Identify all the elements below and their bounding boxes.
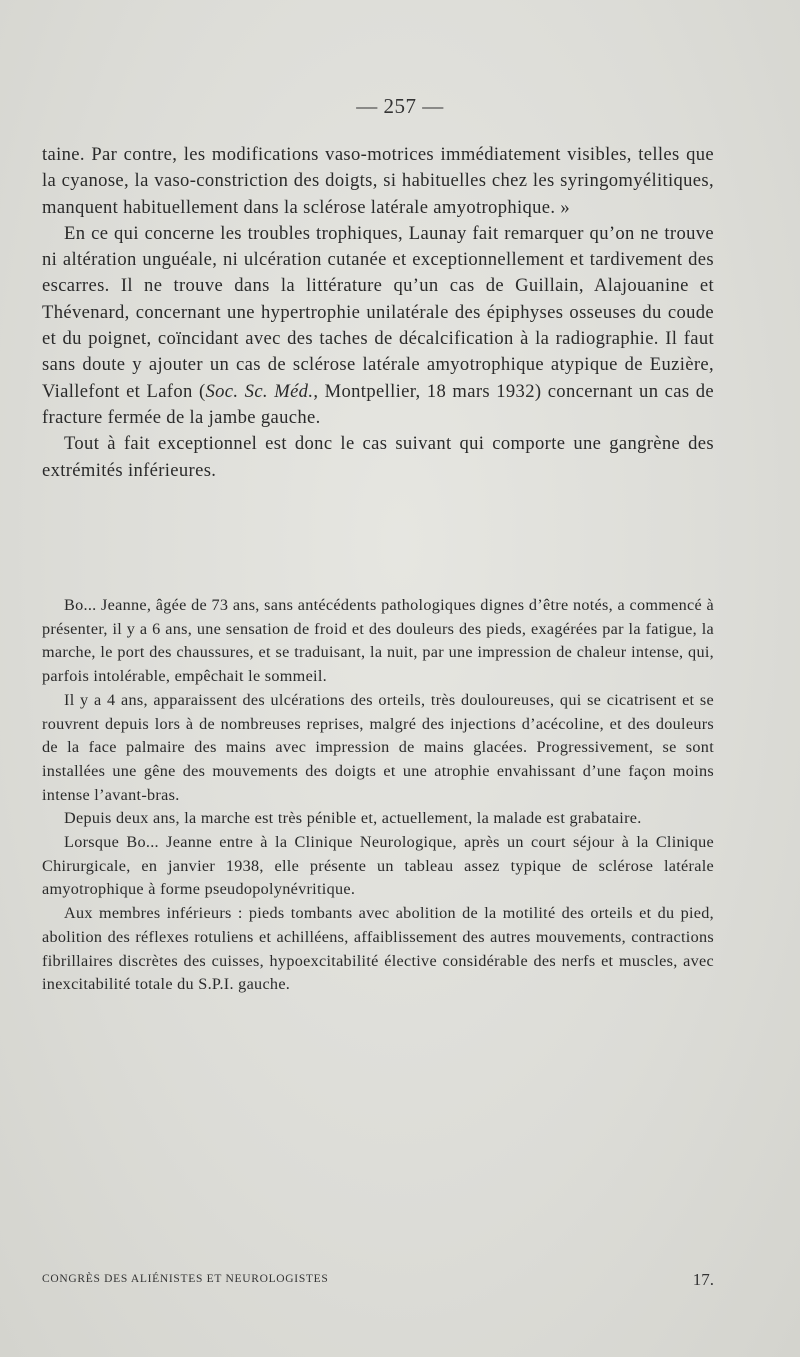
page-number: — 257 — [356, 94, 444, 118]
paragraph [42, 221, 714, 431]
paragraph-text: En ce qui concerne les troubles trophiques, Launay fait remarquer qu’on ne trouve ni altération unguéale, ni ulcération cutanée et exceptionnellement et tardivement des escarres. Il ne trouve dans la littérature qu’un cas de Guillain, Alajouanine et Thévenard, concernant une hypertrophie unilatérale des épiphyses osseuses du coude et du poignet, coïncidant avec des taches de décalcification à la radiographie. Il faut sans doute y ajouter un cas de sclérose latérale amyotrophique atypique de Euzière, Viallefont et Lafon ( [42, 222, 714, 402]
case-report [42, 594, 714, 997]
case-paragraph: Aux membres inférieurs : pieds tombants avec abolition de la motilité des orteils et du pied, abolition des réflexes rotuliens et achilléens, affaiblissement des autres mouvements, contractions fibrillaires discrètes des cuisses, hypoexcitabilité élective considérable des nerfs et muscles, avec inexcitabilité totale du S.P.I. gauche. [42, 904, 714, 994]
case-paragraph: Lorsque Bo... Jeanne entre à la Clinique Neurologique, après un court séjour à la Clinique Chirurgicale, en janvier 1938, elle présente un tableau assez typique de sclérose latérale amyotrophique à forme pseudopolynévritique. [42, 833, 714, 899]
paragraph: Tout à fait exceptionnel est donc le cas suivant qui comporte une gangrène des extrémités inférieures. [42, 433, 714, 481]
paragraph: taine. Par contre, les modifications vaso-motrices immédiatement visibles, telles que la cyanose, la vaso-constriction des doigts, si habituelles chez les syringomyélitiques, manquent habituellement dans la sclérose latérale amyotrophique. » [42, 144, 714, 218]
main-text [42, 142, 714, 484]
footer-sheet-number: 17. [692, 1270, 714, 1289]
paragraph-text: , Montpellier, 18 mars 1932) concernant un cas de fracture fermée de la jambe gauche. [42, 380, 714, 428]
footer-signature: CONGRÈS DES ALIÉNISTES ET NEUROLOGISTES [42, 1273, 329, 1285]
case-paragraph: Il y a 4 ans, apparaissent des ulcérations des orteils, très douloureuses, qui se cicatrisent et se rouvrent depuis lors à de nombreuses reprises, malgré des injections d’acécoline, et des douleurs de la face palmaire des mains avec impression de mains glacées. Progressivement, se sont installées une gêne des mouvements des doigts et une atrophie envahissant d’une façon moins intense l’avant-bras. [42, 690, 714, 804]
case-paragraph: Bo... Jeanne, âgée de 73 ans, sans antécédents pathologiques dignes d’être notés, a commencé à présenter, il y a 6 ans, une sensation de froid et des douleurs des pieds, exagérées par la fatigue, la marche, le port des chaussures, et se traduisant, la nuit, par une impression de chaleur intense, qui, parfois intolérable, empêchait le sommeil. [42, 596, 714, 686]
case-paragraph: Depuis deux ans, la marche est très pénible et, actuellement, la malade est grabataire. [64, 809, 642, 828]
journal-citation: Soc. Sc. Méd. [205, 380, 314, 402]
